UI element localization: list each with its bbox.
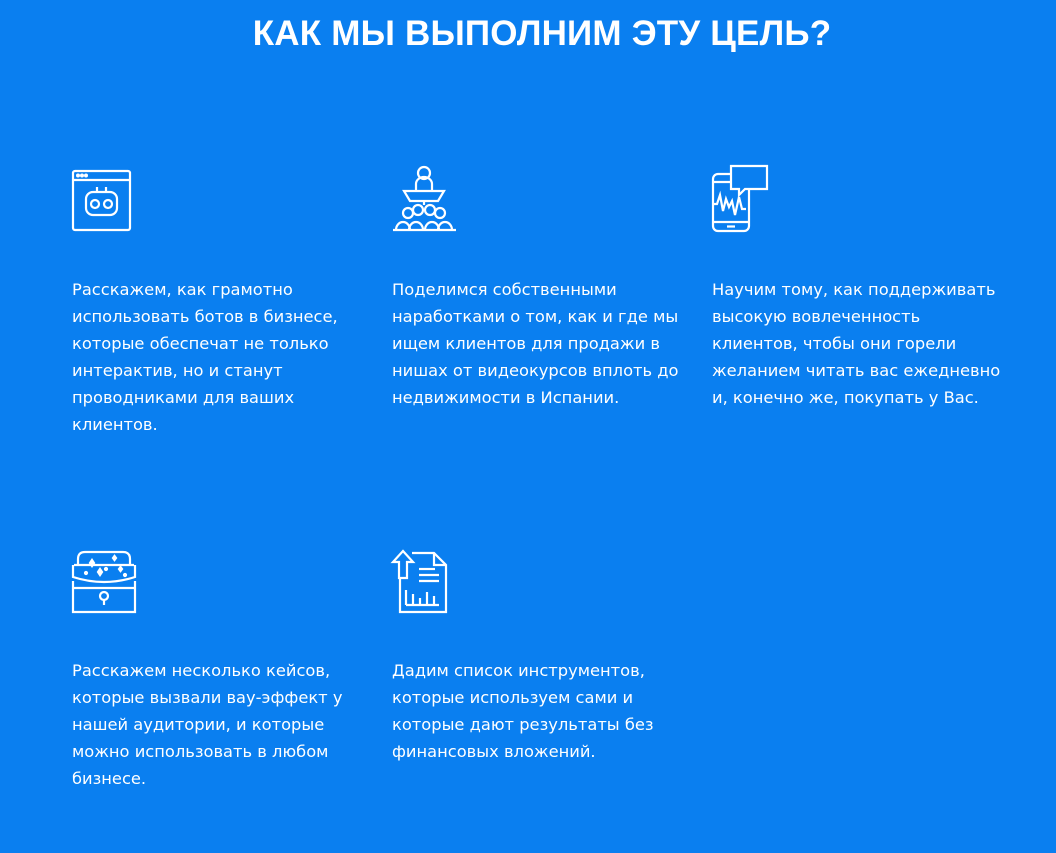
bot-window-icon xyxy=(72,164,138,232)
feature-text: Научим тому, как поддерживать высокую вовлеченность клиентов, чтобы они горели желанием читать вас ежедневно и, конечно же, покупать у Вас. xyxy=(712,280,1001,407)
treasure-chest-icon xyxy=(72,545,138,613)
feature-cases xyxy=(72,545,372,788)
feature-engagement xyxy=(712,164,1012,407)
feature-text: Поделимся собственными наработками о том, как и где мы ищем клиентов для продажи в нишах от видеокурсов вплоть до недвижимости в Испании. xyxy=(392,280,679,407)
feature-text: Расскажем несколько кейсов, которые вызвали вау-эффект у нашей аудитории, и которые можно использовать в любом бизнесе. xyxy=(72,661,343,788)
report-chart-icon xyxy=(392,545,458,613)
page-title: КАК МЫ ВЫПОЛНИМ ЭТУ ЦЕЛЬ? xyxy=(252,14,832,53)
feature-clients xyxy=(392,164,692,407)
speaker-audience-icon xyxy=(392,164,458,232)
feature-text: Расскажем, как грамотно использовать ботов в бизнесе, которые обеспечат не только интерактив, но и станут проводниками для ваших клиентов. xyxy=(72,280,338,434)
phone-chat-icon xyxy=(712,164,778,232)
feature-tools xyxy=(392,545,692,761)
feature-bots xyxy=(72,164,372,434)
feature-text: Дадим список инструментов, которые используем сами и которые дают результаты без финансовых вложений. xyxy=(392,661,654,761)
